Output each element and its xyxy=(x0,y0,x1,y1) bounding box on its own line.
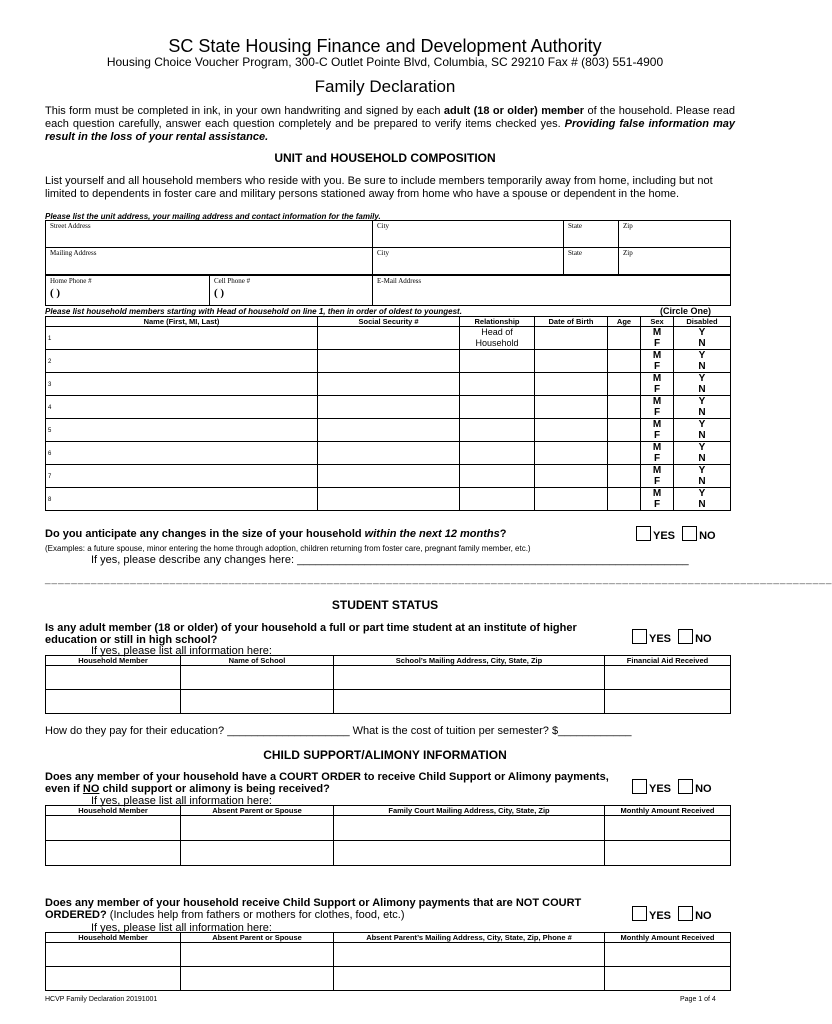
sex-m-option[interactable]: M xyxy=(652,442,662,453)
member-name-cell[interactable] xyxy=(46,350,318,373)
program-address: Housing Choice Voucher Program, 300-C Outlet Pointe Blvd, Columbia, SC 29210 Fax # (803) 551-4900 xyxy=(106,55,664,69)
form-title: Family Declaration xyxy=(314,77,456,96)
intro-paragraph xyxy=(45,105,735,144)
member-name-cell[interactable] xyxy=(46,488,318,511)
sex-f-option[interactable]: F xyxy=(653,430,661,441)
cs2-options xyxy=(632,906,712,922)
member-row xyxy=(46,396,731,419)
disabled-n-option[interactable]: N xyxy=(698,499,706,510)
cs1-options xyxy=(632,779,712,795)
student-cell[interactable] xyxy=(181,690,334,714)
mailing-city-field[interactable]: City xyxy=(373,248,564,275)
member-line-number: 2 xyxy=(48,359,52,365)
cs2-cell[interactable] xyxy=(605,967,731,991)
child-support-heading: CHILD SUPPORT/ALIMONY INFORMATION xyxy=(263,748,507,762)
city-field[interactable]: City xyxy=(373,221,564,248)
unit-section-heading: UNIT and HOUSEHOLD COMPOSITION xyxy=(274,151,496,165)
mailing-state-field[interactable]: State xyxy=(564,248,619,275)
disabled-n-option[interactable]: N xyxy=(698,430,706,441)
member-dob-cell[interactable] xyxy=(535,419,608,442)
sex-m-option[interactable]: M xyxy=(652,396,662,407)
disabled-n-option[interactable]: N xyxy=(698,384,706,395)
cs1-yes-label: YES xyxy=(649,783,672,795)
disabled-y-option[interactable]: Y xyxy=(698,465,706,476)
disabled-y-option[interactable]: Y xyxy=(698,350,706,361)
col-ssn: Social Security # xyxy=(318,317,460,327)
student-ifyes: If yes, please list all information here: xyxy=(91,645,272,657)
sex-m-option[interactable]: M xyxy=(652,327,662,338)
student-yes-checkbox[interactable] xyxy=(632,629,647,644)
member-line-number: 1 xyxy=(48,336,52,342)
sex-m-option[interactable]: M xyxy=(652,465,662,476)
member-relationship-cell[interactable] xyxy=(460,465,535,488)
member-ssn-cell[interactable] xyxy=(318,327,460,350)
member-age-cell[interactable] xyxy=(608,327,641,350)
student-no-checkbox[interactable] xyxy=(678,629,693,644)
member-name-cell[interactable] xyxy=(46,396,318,419)
member-name-cell[interactable] xyxy=(46,373,318,396)
member-dob-cell[interactable] xyxy=(535,373,608,396)
member-row xyxy=(46,327,731,350)
cs2-cell[interactable] xyxy=(46,943,181,967)
disabled-n-option[interactable]: N xyxy=(698,476,706,487)
sex-f-option[interactable]: F xyxy=(653,476,661,487)
address-table xyxy=(45,220,731,275)
student-payment[interactable]: How do they pay for their education? ____________________ What is the cost of tuition per semester? $____________ xyxy=(45,725,632,737)
col-name: Name (First, MI, Last) xyxy=(46,317,318,327)
col-age: Age xyxy=(608,317,641,327)
member-relationship-cell[interactable] xyxy=(460,327,535,350)
cs1-cell[interactable] xyxy=(334,816,605,841)
member-relationship-cell[interactable] xyxy=(460,442,535,465)
member-age-cell[interactable] xyxy=(608,442,641,465)
disabled-y-option[interactable]: Y xyxy=(698,419,706,430)
cs1-cell[interactable] xyxy=(46,816,181,841)
disabled-y-option[interactable]: Y xyxy=(698,396,706,407)
member-dob-cell[interactable] xyxy=(535,488,608,511)
student-yes-label: YES xyxy=(649,633,672,645)
member-row xyxy=(46,465,731,488)
cs2-col-address: Absent Parent’s Mailing Address, City, State, Zip, Phone # xyxy=(334,933,605,943)
household-change-question xyxy=(45,528,625,540)
disabled-n-option[interactable]: N xyxy=(698,407,706,418)
members-table xyxy=(45,316,731,511)
cs-q1-a: Does any member of your household have a COURT ORDER to receive Child Support or Alimony payments, even if xyxy=(45,771,609,795)
member-sex-cell[interactable] xyxy=(641,465,674,488)
cs1-no-checkbox[interactable] xyxy=(678,779,693,794)
member-dob-cell[interactable] xyxy=(535,465,608,488)
member-dob-cell[interactable] xyxy=(535,396,608,419)
footer-form-id: HCVP Family Declaration 20191001 xyxy=(45,996,158,1003)
email-field[interactable]: E-Mail Address xyxy=(373,276,731,306)
member-ssn-cell[interactable] xyxy=(318,419,460,442)
disabled-y-option[interactable]: Y xyxy=(698,488,706,499)
member-disabled-cell[interactable] xyxy=(674,488,731,511)
home-phone-parens: ( ) xyxy=(50,287,61,299)
student-col-address: School’s Mailing Address, City, State, Zip xyxy=(334,656,605,666)
cell-phone-label: Cell Phone # xyxy=(214,277,251,285)
member-line-number: 5 xyxy=(48,428,52,434)
cs1-cell[interactable] xyxy=(334,841,605,866)
student-cell[interactable] xyxy=(46,690,181,714)
member-line-number: 8 xyxy=(48,497,52,503)
member-relationship-cell[interactable] xyxy=(460,488,535,511)
hc-describe[interactable]: If yes, please describe any changes here: ________________________________________________________________ xyxy=(91,554,689,566)
member-sex-cell[interactable] xyxy=(641,419,674,442)
members-prompt: Please list household members starting with Head of household on line 1, then in order of oldest to youngest. xyxy=(45,307,462,316)
head-of-household-label: Head of Household xyxy=(475,327,519,348)
cs2-cell[interactable] xyxy=(605,943,731,967)
hc-yes-label: YES xyxy=(653,530,676,542)
cs1-cell[interactable] xyxy=(181,841,334,866)
member-row xyxy=(46,488,731,511)
disabled-y-option[interactable]: Y xyxy=(698,373,706,384)
member-ssn-cell[interactable] xyxy=(318,442,460,465)
member-row xyxy=(46,350,731,373)
member-disabled-cell[interactable] xyxy=(674,396,731,419)
cs1-col-member: Household Member xyxy=(46,806,181,816)
intro-text-bold: adult (18 or older) member xyxy=(443,105,585,117)
member-disabled-cell[interactable] xyxy=(674,327,731,350)
member-relationship-cell[interactable] xyxy=(460,350,535,373)
cs1-col-parent: Absent Parent or Spouse xyxy=(181,806,334,816)
home-phone-field[interactable] xyxy=(46,276,210,306)
student-col-school: Name of School xyxy=(181,656,334,666)
student-cell[interactable] xyxy=(181,666,334,690)
cs2-cell[interactable] xyxy=(46,967,181,991)
hc-examples: (Examples: a future spouse, minor entering the home through adoption, children returning from foster care, pregnant family member, etc.) xyxy=(45,544,531,553)
cs1-cell[interactable] xyxy=(181,816,334,841)
hc-no-checkbox[interactable] xyxy=(682,526,697,541)
street-address-field[interactable]: Street Address xyxy=(46,221,373,248)
member-ssn-cell[interactable] xyxy=(318,350,460,373)
state-field[interactable]: State xyxy=(564,221,619,248)
mailing-address-field[interactable]: Mailing Address xyxy=(46,248,373,275)
member-dob-cell[interactable] xyxy=(535,327,608,350)
student-no-label: NO xyxy=(695,633,712,645)
mailing-zip-field[interactable]: Zip xyxy=(619,248,731,275)
member-line-number: 6 xyxy=(48,451,52,457)
cs2-no-label: NO xyxy=(695,910,712,922)
student-heading: STUDENT STATUS xyxy=(331,598,439,612)
member-row xyxy=(46,419,731,442)
sex-m-option[interactable]: M xyxy=(652,488,662,499)
member-ssn-cell[interactable] xyxy=(318,373,460,396)
member-dob-cell[interactable] xyxy=(535,442,608,465)
member-disabled-cell[interactable] xyxy=(674,442,731,465)
member-age-cell[interactable] xyxy=(608,488,641,511)
hc-question-b: ? xyxy=(499,528,507,540)
member-relationship-cell[interactable] xyxy=(460,419,535,442)
address-prompt: Please list the unit address, your mailing address and contact information for the family. xyxy=(45,212,381,221)
member-row xyxy=(46,373,731,396)
member-age-cell[interactable] xyxy=(608,465,641,488)
member-disabled-cell[interactable] xyxy=(674,350,731,373)
sex-f-option[interactable]: F xyxy=(653,453,661,464)
member-name-cell[interactable] xyxy=(46,327,318,350)
cs-q1-no: NO xyxy=(82,783,100,795)
student-cell[interactable] xyxy=(46,666,181,690)
student-options xyxy=(632,629,712,645)
cs-question-2 xyxy=(45,897,620,921)
member-disabled-cell[interactable] xyxy=(674,373,731,396)
sex-f-option[interactable]: F xyxy=(653,407,661,418)
member-relationship-cell[interactable] xyxy=(460,396,535,419)
col-dob: Date of Birth xyxy=(535,317,608,327)
cs2-yes-label: YES xyxy=(649,910,672,922)
intro-text-b: of the household. Please read each question carefully, answer each question completely and be prepared to verify items checked yes. xyxy=(45,105,735,130)
household-change-options xyxy=(636,526,716,542)
sex-m-option[interactable]: M xyxy=(652,350,662,361)
cs1-cell[interactable] xyxy=(46,841,181,866)
cs-q1-b: child support or alimony is being received? xyxy=(99,783,330,795)
cs-question-1 xyxy=(45,771,610,795)
member-disabled-cell[interactable] xyxy=(674,419,731,442)
member-name-cell[interactable] xyxy=(46,442,318,465)
cs1-col-address: Family Court Mailing Address, City, State, Zip xyxy=(334,806,605,816)
sex-f-option[interactable]: F xyxy=(653,499,661,510)
hc-no-label: NO xyxy=(699,530,716,542)
footer-page: Page 1 of 4 xyxy=(680,996,716,1003)
member-name-cell[interactable] xyxy=(46,465,318,488)
cs2-table xyxy=(45,932,731,991)
cs2-no-checkbox[interactable] xyxy=(678,906,693,921)
member-sex-cell[interactable] xyxy=(641,327,674,350)
disabled-y-option[interactable]: Y xyxy=(698,442,706,453)
member-ssn-cell[interactable] xyxy=(318,396,460,419)
cs2-col-parent: Absent Parent or Spouse xyxy=(181,933,334,943)
student-table xyxy=(45,655,731,714)
member-line-number: 4 xyxy=(48,405,52,411)
student-col-member: Household Member xyxy=(46,656,181,666)
student-cell[interactable] xyxy=(334,690,605,714)
sex-f-option[interactable]: F xyxy=(653,338,661,349)
sex-f-option[interactable]: F xyxy=(653,384,661,395)
cs1-yes-checkbox[interactable] xyxy=(632,779,647,794)
home-phone-label: Home Phone # xyxy=(50,277,92,285)
hc-dash-line[interactable]: ________________________________________________________________________________________________________________________ xyxy=(45,574,832,585)
unit-instructions: List yourself and all household members who reside with you. Be sure to include members temporarily away from home, including but not limited to dependents in foster care and military persons stationed away from home who have a spouse or dependent in the home. xyxy=(45,175,713,200)
student-col-aid: Financial Aid Received xyxy=(605,656,731,666)
intro-text-a: This form must be completed in ink, in your own handwriting and signed by each xyxy=(45,105,444,117)
agency-title: SC State Housing Finance and Development Authority xyxy=(168,36,602,56)
disabled-n-option[interactable]: N xyxy=(698,453,706,464)
cell-phone-field[interactable] xyxy=(210,276,373,306)
disabled-n-option[interactable]: N xyxy=(698,338,706,349)
cs2-col-member: Household Member xyxy=(46,933,181,943)
member-dob-cell[interactable] xyxy=(535,350,608,373)
col-relationship: Relationship xyxy=(460,317,535,327)
student-cell[interactable] xyxy=(605,690,731,714)
cs1-col-amount: Monthly Amount Received xyxy=(605,806,731,816)
hc-question-italic: within the next 12 months xyxy=(364,528,500,540)
member-sex-cell[interactable] xyxy=(641,396,674,419)
cell-phone-parens: ( ) xyxy=(214,287,225,299)
sex-f-option[interactable]: F xyxy=(653,361,661,372)
student-cell[interactable] xyxy=(334,666,605,690)
col-sex: Sex xyxy=(641,317,674,327)
member-age-cell[interactable] xyxy=(608,373,641,396)
member-row xyxy=(46,442,731,465)
hc-question-a: Do you anticipate any changes in the size of your household xyxy=(45,528,365,540)
student-cell[interactable] xyxy=(605,666,731,690)
member-sex-cell[interactable] xyxy=(641,442,674,465)
member-line-number: 7 xyxy=(48,474,52,480)
cs1-table xyxy=(45,805,731,866)
disabled-y-option[interactable]: Y xyxy=(698,327,706,338)
cs1-cell[interactable] xyxy=(605,816,731,841)
disabled-n-option[interactable]: N xyxy=(698,361,706,372)
zip-field[interactable]: Zip xyxy=(619,221,731,248)
member-sex-cell[interactable] xyxy=(641,350,674,373)
member-ssn-cell[interactable] xyxy=(318,465,460,488)
hc-yes-checkbox[interactable] xyxy=(636,526,651,541)
member-ssn-cell[interactable] xyxy=(318,488,460,511)
cs1-no-label: NO xyxy=(695,783,712,795)
sex-m-option[interactable]: M xyxy=(652,419,662,430)
cs2-yes-checkbox[interactable] xyxy=(632,906,647,921)
student-question: Is any adult member (18 or older) of your household a full or part time student at an institute of higher education or still in high school? xyxy=(45,622,577,646)
intro-warning: Providing false information may result in the loss of your rental assistance. xyxy=(45,118,735,143)
cs2-cell[interactable] xyxy=(334,967,605,991)
member-disabled-cell[interactable] xyxy=(674,465,731,488)
cs2-cell[interactable] xyxy=(181,967,334,991)
contact-table xyxy=(45,275,731,306)
cs2-cell[interactable] xyxy=(334,943,605,967)
member-sex-cell[interactable] xyxy=(641,373,674,396)
member-relationship-cell[interactable] xyxy=(460,373,535,396)
cs1-cell[interactable] xyxy=(605,841,731,866)
member-age-cell[interactable] xyxy=(608,419,641,442)
cs2-cell[interactable] xyxy=(181,943,334,967)
sex-m-option[interactable]: M xyxy=(652,373,662,384)
cs-q2-b: (Includes help from fathers or mothers for clothes, food, etc.) xyxy=(106,909,405,921)
member-age-cell[interactable] xyxy=(608,396,641,419)
cs1-ifyes: If yes, please list all information here: xyxy=(91,795,272,807)
member-line-number: 3 xyxy=(48,382,52,388)
member-name-cell[interactable] xyxy=(46,419,318,442)
member-age-cell[interactable] xyxy=(608,350,641,373)
member-sex-cell[interactable] xyxy=(641,488,674,511)
cs-q2-a: Does any member of your household receive Child Support or Alimony payments that are NOT COURT ORDERED? xyxy=(45,897,582,921)
circle-one-label: (Circle One) xyxy=(660,306,712,316)
cs2-ifyes: If yes, please list all information here: xyxy=(91,922,272,934)
cs2-col-amount: Monthly Amount Received xyxy=(605,933,731,943)
col-disabled: Disabled xyxy=(674,317,731,327)
